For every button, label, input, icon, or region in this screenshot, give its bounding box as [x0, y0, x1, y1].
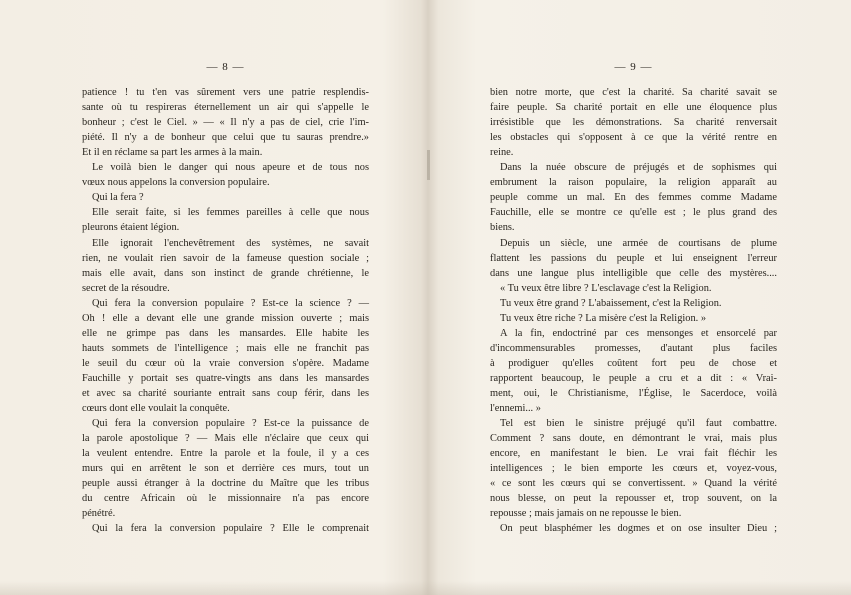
text-line: flattent les passions du peuple et lui enseignent l'erreur — [490, 252, 777, 264]
text-line: vœux nous appelons la conversion populaire. — [82, 177, 270, 189]
text-line: hauts sommets de l'intelligence ; mais elle ne franchit pas — [82, 342, 369, 354]
page-body — [82, 85, 369, 536]
text-line: la parole apostolique ? — Mais elle n'éclaire que ceux qui — [82, 433, 369, 445]
text-line: patience ! tu t'en vas sûrement vers une patrie resplendis- — [82, 87, 369, 99]
text-line: piété. Il n'y a de bonheur que celui que tu sauras prendre.» — [82, 132, 369, 144]
right-page — [490, 60, 777, 536]
text-line: le seuil du cœur où la vraie conversion s'opère. Madame — [82, 357, 369, 369]
text-line: On peut blasphémer les dogmes et on ose insulter Dieu ; — [500, 523, 777, 535]
text-line: rien, ne voulait rien savoir de la fameuse question sociale ; — [82, 252, 369, 264]
text-line: faire peuple. Sa charité portait en elle une éloquence plus — [490, 102, 777, 114]
text-line: peuple comme un mal. En des femmes comme Madame — [490, 192, 777, 204]
text-line: irrésistible que les démonstrations. Sa charité renversait — [490, 117, 777, 129]
text-line: repousse ; mais jamais on ne repousse le bien. — [490, 508, 682, 520]
left-page — [82, 60, 369, 536]
text-line: Fauchille y portait ses quatre-vingts ans dans les mansardes — [82, 372, 369, 384]
text-line: dans une langue plus intelligible que celle des mystères.... — [490, 267, 777, 279]
text-line: murs qui en arrêtent le son et derrière ces murs, tout un — [82, 463, 369, 475]
text-line: Qui fera la conversion populaire ? Est-ce la science ? — — [92, 297, 369, 309]
text-line: Tu veux être grand ? L'abaissement, c'est la Religion. — [500, 297, 722, 309]
text-line: « Tu veux être libre ? L'esclavage c'est la Religion. — [500, 282, 712, 294]
text-line: les obstacles qui s'opposent à ce que la vérité rentre en — [490, 132, 777, 144]
text-line: et avec sa charité souriante entrait sans coup férir, dans les — [82, 387, 369, 399]
text-line: Qui la fera ? — [92, 192, 144, 204]
text-line: mais elle avait, dans son instinct de grande chrétienne, le — [82, 267, 369, 279]
text-line: bonheur ; c'est le Ciel. » — « Il n'y a pas de ciel, crie l'im- — [82, 117, 369, 129]
text-line: pleurons étaient légion. — [82, 222, 180, 234]
text-line: l'ennemi... » — [490, 403, 541, 415]
page-number: — 9 — — [614, 61, 653, 73]
text-line: Et il en réclame sa part les armes à la main. — [82, 147, 263, 159]
text-line: sante où tu respireras éternellement un air qui s'appelle le — [82, 102, 369, 114]
text-line: embrument la raison populaire, la religion apparaît au — [490, 177, 777, 189]
text-line: intelligences ; le bien emporte les cœurs et, voyez-vous, — [490, 463, 777, 475]
text-line: la veulent entendre. Entre la parole et la foule, il y a ces — [82, 448, 369, 460]
text-line: biens. — [490, 222, 515, 234]
text-line: rapportent beaucoup, le peuple a cru et a dit : « Vrai- — [490, 372, 777, 384]
text-line: elle ne grimpe pas dans les mansardes. Elle habite les — [82, 327, 369, 339]
text-line: Dans la nuée obscure de préjugés et de sophismes qui — [500, 162, 777, 174]
text-line: peuple aussi étranger à la doctrine du Maître que les tribus — [82, 478, 369, 490]
text-line: Tel est bien le sinistre préjugé qu'il faut combattre. — [500, 418, 777, 430]
text-line: nous blesse, on peut la repousser et, trop souvent, on la — [490, 493, 777, 505]
text-line: Le voilà bien le danger qui nous apeure et de tous nos — [92, 162, 369, 174]
text-line: cœurs dont elle voulait la conquête. — [82, 403, 230, 415]
text-line: A la fin, endoctriné par ces mensonges et ensorcelé par — [500, 327, 777, 339]
text-line: Oh ! elle a devant elle une grande mission ouverte ; mais — [82, 312, 369, 324]
text-line: Tu veux être riche ? La misère c'est la Religion. » — [500, 312, 707, 324]
text-line: Elle serait faite, si les femmes pareilles à celle que nous — [92, 207, 369, 219]
text-line: « ce sont les cœurs qui se convertissent. » Quand la vérité — [490, 478, 777, 490]
text-line: pénétré. — [82, 508, 116, 520]
text-line: Qui la fera la conversion populaire ? Elle le comprenait — [92, 523, 369, 535]
gutter-stitch — [427, 150, 430, 180]
text-line: Fauchille, elle se montre ce qu'elle est ; le plus grand des — [490, 207, 777, 219]
text-line: secret de la résoudre. — [82, 282, 170, 294]
text-line: Qui fera la conversion populaire ? Est-ce la puissance de — [92, 418, 369, 430]
text-line: encore, en manifestant le bien. Le vrai fait fléchir les — [490, 448, 777, 460]
text-line: ment, oui, le Christianisme, l'Église, le Sacerdoce, voilà — [490, 387, 777, 399]
text-line: reine. — [490, 147, 514, 159]
text-line: Comment ? sans doute, en démontrant le vrai, mais plus — [490, 433, 777, 445]
page-number: — 8 — — [206, 61, 245, 73]
text-line: bien notre morte, que c'est la charité. Sa charité savait se — [490, 87, 777, 99]
page-body — [490, 85, 777, 536]
text-line: Depuis un siècle, une armée de courtisans de plume — [500, 237, 777, 249]
text-line: à prodiguer qu'elles coûtent fort peu de chose et — [490, 357, 777, 369]
page-edge-shadow — [0, 581, 851, 595]
text-line: d'incommensurables promesses, d'autant plus faciles — [490, 342, 777, 354]
text-line: Elle ignorait l'enchevêtrement des systèmes, ne savait — [92, 237, 369, 249]
text-line: du centre Africain où le missionnaire n'a pas encore — [82, 493, 369, 505]
